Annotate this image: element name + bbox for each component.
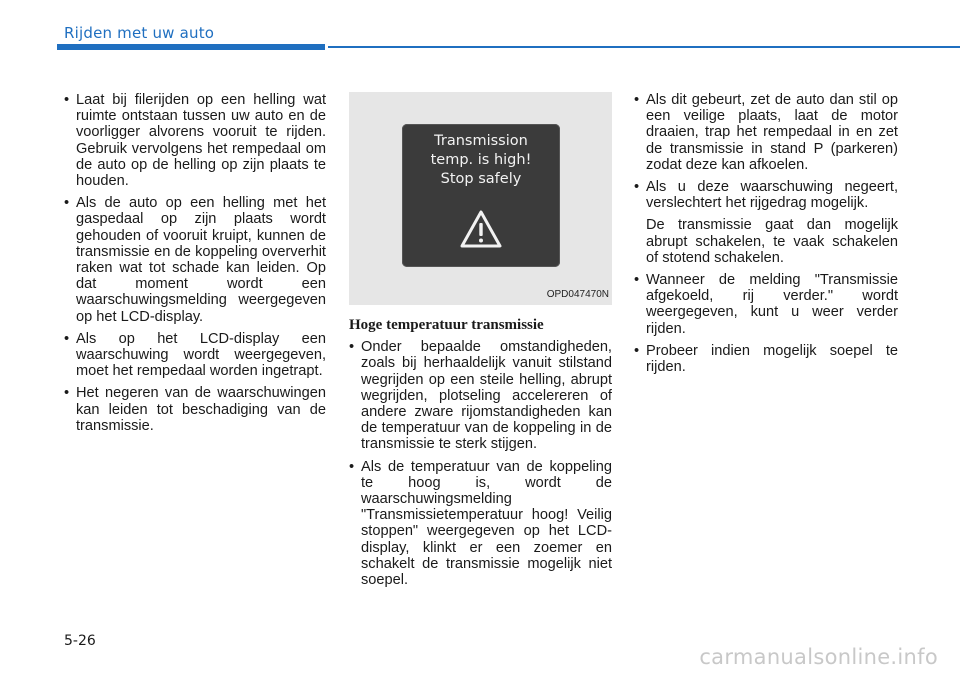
list-item: • Laat bij filerijden op een helling wat ruimte ontstaan tussen uw auto en de voorligger alvorens vooruit te rijden. Gebruik vervolgens het rempedaal om de auto op de helling op zijn plaats te houden. — [64, 92, 326, 189]
continuation-paragraph: De transmissie gaat dan mogelijk abrupt schakelen, te vaak schakelen of stotend schakelen. — [646, 217, 898, 266]
header-rule-thick — [57, 44, 325, 50]
figure-caption: OPD047470N — [546, 288, 609, 300]
list-item: • Het negeren van de waarschuwingen kan leiden tot beschadiging van de transmissie. — [64, 385, 326, 434]
bullet-list-3 — [634, 92, 898, 211]
list-item: • Wanneer de melding "Transmissie afgekoeld, rij verder." wordt weergegeven, kunt u weer verder rijden. — [634, 272, 898, 337]
column-2 — [349, 92, 612, 594]
section-header-title: Rijden met uw auto — [64, 24, 215, 42]
section-heading: Hoge temperatuur transmissie — [349, 317, 544, 333]
list-item: • Onder bepaalde omstandigheden, zoals bij herhaaldelijk vanuit stilstand wegrijden op een steile helling, abrupt wegrijden, plotseling accelereren of andere zware rijomstandigheden kan de temperatuur van de koppeling in de transmissie te sterk stijgen. — [349, 339, 612, 452]
lcd-message — [402, 132, 560, 189]
header-rule-thin — [328, 46, 960, 48]
column-1 — [64, 92, 326, 440]
watermark: carmanualsonline.info — [699, 645, 938, 669]
lcd-warning-figure — [349, 92, 612, 305]
page-number: 5-26 — [64, 633, 96, 649]
bullet-list-3b — [634, 272, 898, 375]
list-item: • Als de temperatuur van de koppeling te hoog is, wordt de waarschuwingsmelding "Transmissietemperatuur hoog! Veilig stoppen" weergegeven op het LCD-display, klinkt er een zoemer en schakelt de transmissie mogelijk niet soepel. — [349, 459, 612, 589]
list-item: • Als op het LCD-display een waarschuwing wordt weergegeven, moet het rempedaal worden ingetrapt. — [64, 331, 326, 380]
lcd-line-1: Transmission — [434, 133, 528, 149]
lcd-line-3: Stop safely — [440, 171, 522, 187]
list-item: • Als u deze waarschuwing negeert, verslechtert het rijgedrag mogelijk. — [634, 179, 898, 211]
bullet-list-2 — [349, 339, 612, 588]
list-item: • Als de auto op een helling met het gaspedaal op zijn plaats wordt gehouden of vooruit kruipt, kunnen de transmissie en de koppeling oververhit raken wat tot schade kan leiden. Op dat moment wordt een waarschuwingsmelding weergegeven op het LCD-display. — [64, 195, 326, 325]
column-3 — [634, 92, 898, 381]
list-item: • Probeer indien mogelijk soepel te rijden. — [634, 343, 898, 375]
bullet-list-1 — [64, 92, 326, 434]
lcd-line-2: temp. is high! — [430, 152, 532, 168]
list-item: • Als dit gebeurt, zet de auto dan stil op een veilige plaats, laat de motor draaien, trap het rempedaal in en zet de transmissie in stand P (parkeren) zodat deze kan afkoelen. — [634, 92, 898, 173]
warning-triangle-icon — [459, 209, 503, 249]
lcd-display — [402, 124, 560, 267]
